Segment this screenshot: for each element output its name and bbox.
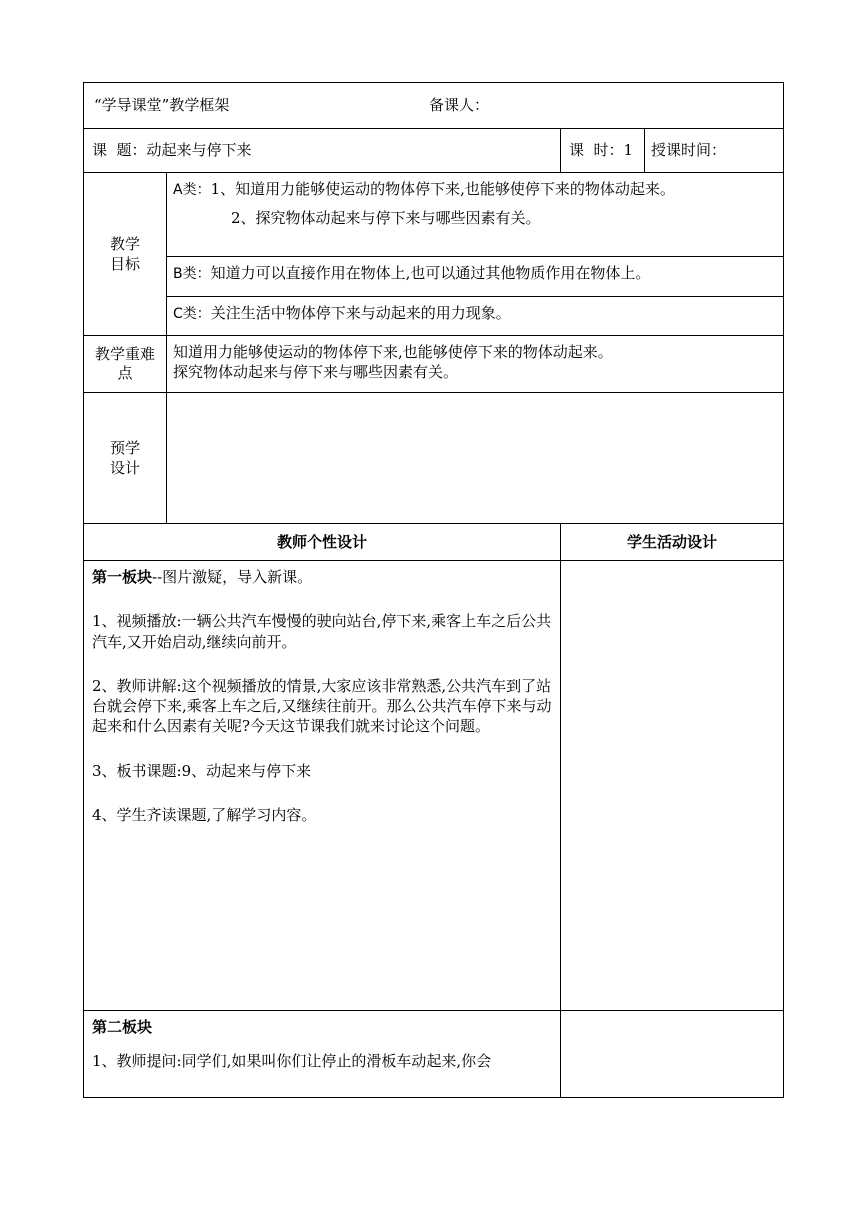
goals-table [167, 173, 783, 335]
preview-label-text: 预学设计 [109, 438, 140, 477]
goal-a-line2: 2、探究物体动起来与停下来与哪些因素有关。 [231, 208, 541, 227]
subject-value: 动起来与停下来 [146, 141, 252, 160]
title-row [84, 83, 784, 129]
teacher-design-header: 教师个性设计 [84, 524, 561, 561]
preview-cell [167, 393, 784, 524]
block1-student-cell [561, 561, 784, 1011]
hours-label: 课 时： [569, 141, 624, 160]
goal-b [167, 256, 783, 296]
goals-cell [167, 173, 784, 336]
page-title: “学导课堂”教学框架 [94, 96, 230, 115]
goal-b-text: 知道力可以直接作用在物体上,也可以通过其他物质作用在物体上。 [210, 263, 651, 282]
block2-heading: 第二板块 [92, 1018, 153, 1036]
time-cell [645, 129, 784, 173]
hours-cell [561, 129, 645, 173]
subject-cell [84, 129, 561, 173]
block1-heading: 第一板块 [92, 568, 153, 586]
key-points-label-text: 教学重难点 [94, 344, 155, 382]
time-label: 授课时间： [651, 141, 727, 160]
block2-cell [84, 1011, 561, 1098]
block1-p2: 2、教师讲解:这个视频播放的情景,大家应该非常熟悉,公共汽车到了站台就会停下来,乘客上车之后,又继续往前开。那么公共汽车停下来与动起来和什么因素有关呢?今天这节课我们就来讨论这个问题。 [92, 676, 552, 736]
goal-a-line1: 1、知道用力能够使运动的物体停下来,也能够使停下来的物体动起来。 [210, 180, 675, 198]
goal-a-tag: A类： [173, 182, 211, 198]
goal-c [167, 296, 783, 335]
key-point-1: 知道用力能够使运动的物体停下来,也能够使停下来的物体动起来。 [173, 343, 613, 361]
block2-p1: 1、教师提问:同学们,如果叫你们让停止的滑板车动起来,你会 [92, 1052, 492, 1071]
block1-heading-rest: --图片激疑，导入新课。 [152, 568, 313, 586]
student-activity-header: 学生活动设计 [561, 524, 784, 561]
goal-b-tag: B类： [173, 265, 211, 282]
preparer-label: 备课人： [429, 96, 490, 115]
block2-student-cell [561, 1011, 784, 1098]
goal-c-tag: C类： [173, 305, 211, 322]
block1-p3: 3、板书课题:9、动起来与停下来 [92, 761, 312, 780]
goal-c-text: 关注生活中物体停下来与动起来的用力现象。 [210, 303, 511, 322]
hours-value: 1 [623, 141, 634, 160]
goal-a [167, 173, 783, 256]
block1-p1: 1、视频播放:一辆公共汽车慢慢的驶向站台,停下来,乘客上车之后公共汽车,又开始启动,继续向前开。 [92, 612, 552, 651]
subject-label: 课 题： [92, 141, 147, 160]
key-points-cell [167, 336, 784, 393]
goals-label-text: 教学目标 [109, 234, 140, 273]
lesson-plan-table [83, 82, 784, 1098]
goals-label [84, 173, 167, 336]
key-point-2: 探究物体动起来与停下来与哪些因素有关。 [173, 363, 459, 382]
block1-p4: 4、学生齐读课题,了解学习内容。 [92, 805, 317, 824]
block1-cell [84, 561, 561, 1011]
preview-label [84, 393, 167, 524]
key-points-label [84, 336, 167, 393]
